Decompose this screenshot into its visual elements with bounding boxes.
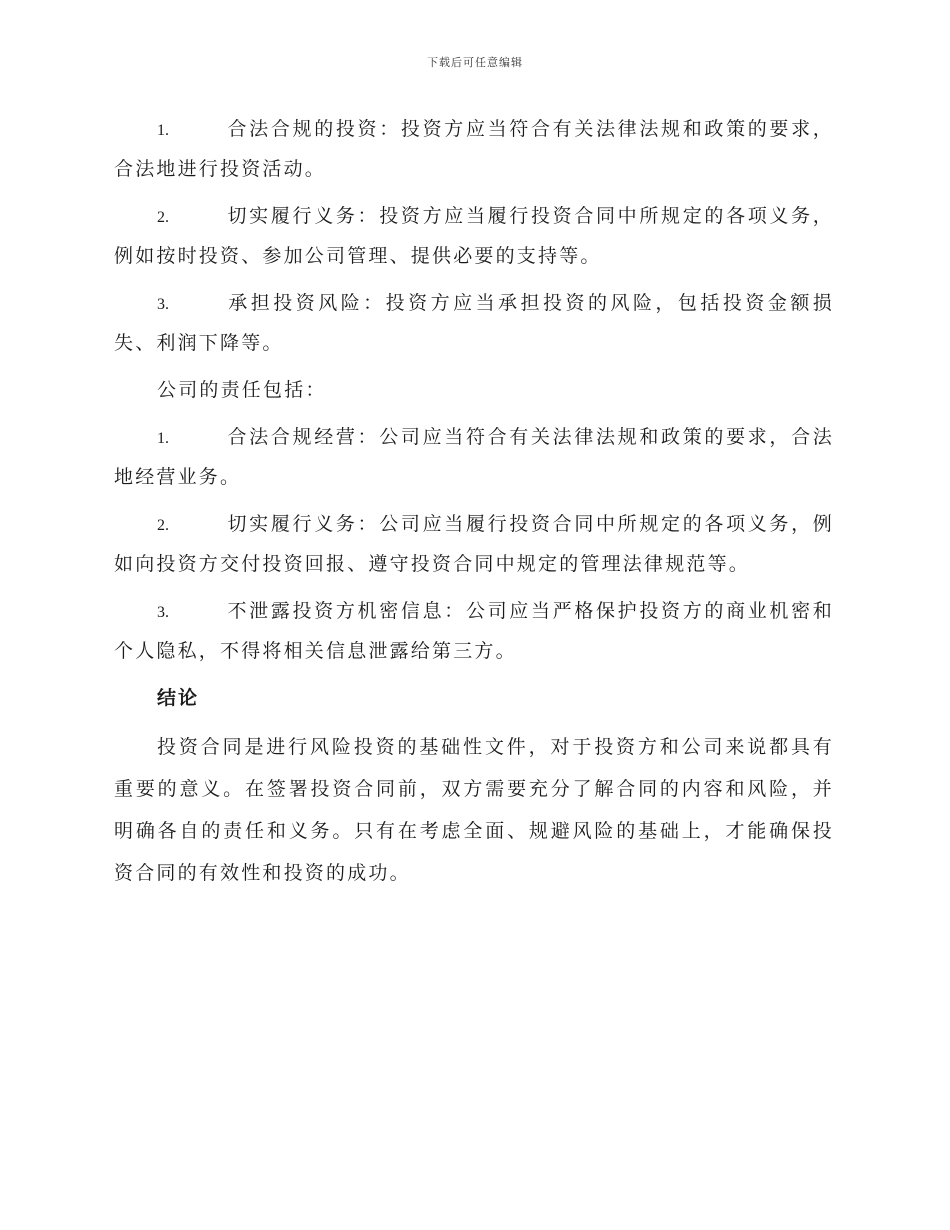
item-number: 3. [157, 604, 169, 621]
item-text: 承担投资风险：投资方应当承担投资的风险，包括投资金额损失、利润下降等。 [114, 292, 834, 354]
item-number: 2. [157, 209, 169, 226]
investor-item-3 [114, 284, 834, 362]
company-item-3 [114, 592, 834, 670]
item-number: 3. [157, 296, 169, 313]
item-text: 合法合规经营：公司应当符合有关法律法规和政策的要求，合法地经营业务。 [114, 426, 834, 488]
item-number: 2. [157, 517, 169, 534]
company-item-2 [114, 505, 834, 583]
company-intro: 公司的责任包括： [157, 379, 327, 401]
item-number: 1. [157, 430, 169, 447]
item-number: 1. [157, 122, 169, 139]
page-header: 下载后可任意编辑 [427, 56, 523, 69]
item-text: 切实履行义务：公司应当履行投资合同中所规定的各项义务，例如向投资方交付投资回报、遵守投资合同中规定的管理法律规范等。 [114, 513, 834, 575]
conclusion-heading: 结论 [157, 687, 200, 709]
item-text: 切实履行义务：投资方应当履行投资合同中所规定的各项义务，例如按时投资、参加公司管理、提供必要的支持等。 [114, 205, 834, 267]
company-item-1 [114, 418, 834, 496]
document-body [114, 110, 834, 894]
item-text: 不泄露投资方机密信息：公司应当严格保护投资方的商业机密和个人隐私，不得将相关信息泄露给第三方。 [114, 600, 834, 662]
conclusion-paragraph: 投资合同是进行风险投资的基础性文件，对于投资方和公司来说都具有重要的意义。在签署投资合同前，双方需要充分了解合同的内容和风险，并明确各自的责任和义务。只有在考虑全面、规避风险的基础上，才能确保投资合同的有效性和投资的成功。 [114, 736, 834, 884]
investor-item-1 [114, 110, 834, 188]
investor-item-2 [114, 197, 834, 275]
item-text: 合法合规的投资：投资方应当符合有关法律法规和政策的要求，合法地进行投资活动。 [114, 118, 834, 180]
